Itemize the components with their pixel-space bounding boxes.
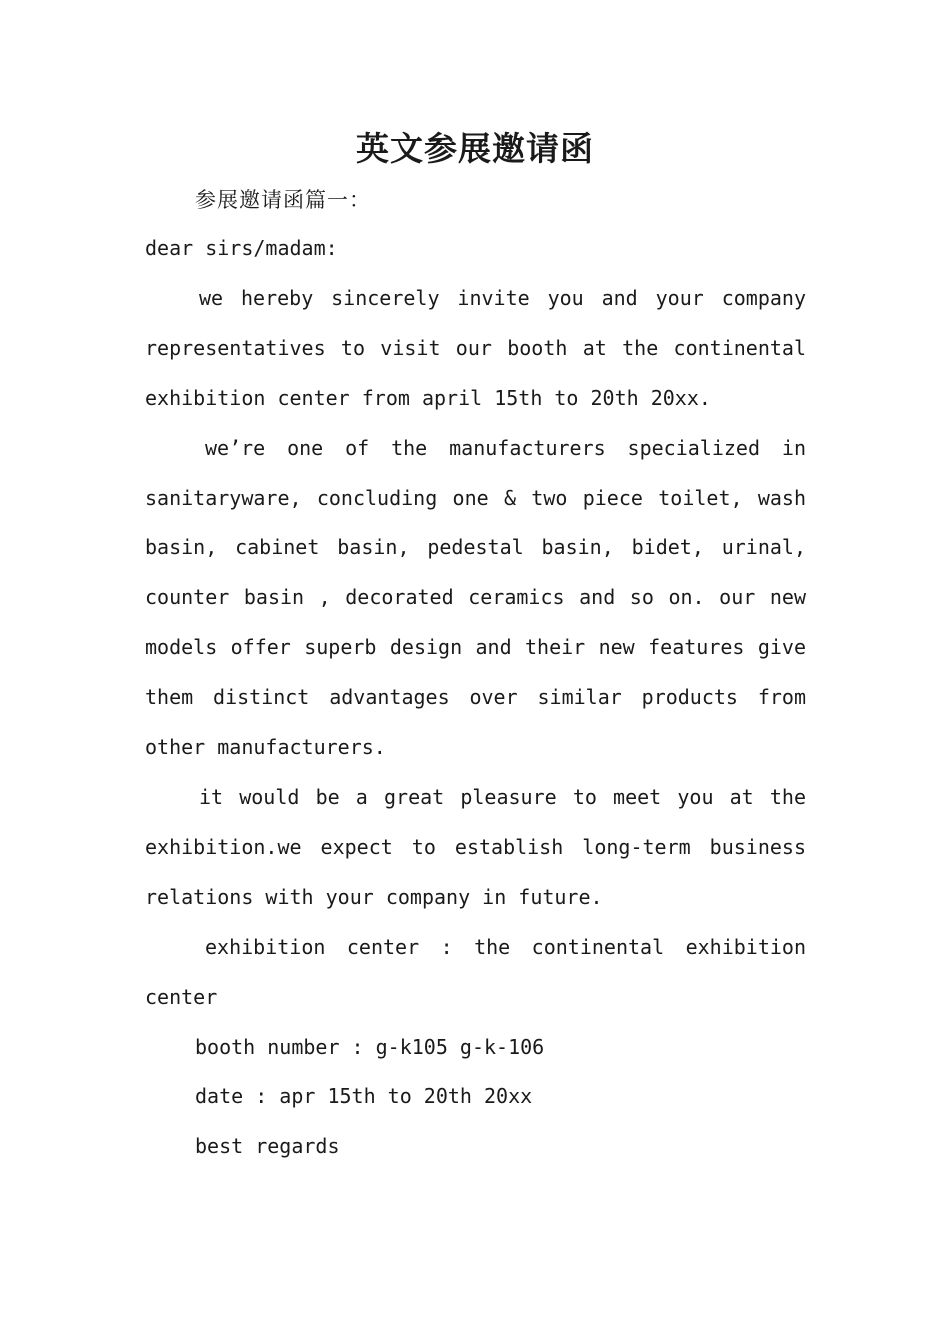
letter-body (145, 224, 806, 1172)
paragraph-pleasure: it would be a great pleasure to meet you at the exhibition.we expect to establish long-term business relations with your company in future. (145, 784, 806, 909)
section-heading: 参展邀请函篇一： (195, 188, 371, 212)
closing-line: best regards (195, 1134, 340, 1159)
salutation: dear sirs/madam: (145, 236, 338, 260)
date-line: date : apr 15th to 20th 20xx (195, 1084, 533, 1109)
document-title: 英文参展邀请函 (356, 129, 594, 168)
exhibition-center-line: exhibition center : the continental exhibition center (145, 934, 806, 1009)
paragraph-products: we’re one of the manufacturers specialized in sanitaryware, concluding one & two piece toilet, wash basin, cabinet basin, pedestal basin, bidet, urinal, counter basin , decorated ceramics and so on. our new models offer superb design and their new features give them distinct advantages over similar products from other manufacturers. (145, 435, 806, 760)
paragraph-invitation: we hereby sincerely invite you and your company representatives to visit our booth at the continental exhibition center from april 15th to 20th 20xx. (145, 285, 806, 410)
booth-number-line: booth number : g-k105 g-k-106 (195, 1034, 545, 1059)
